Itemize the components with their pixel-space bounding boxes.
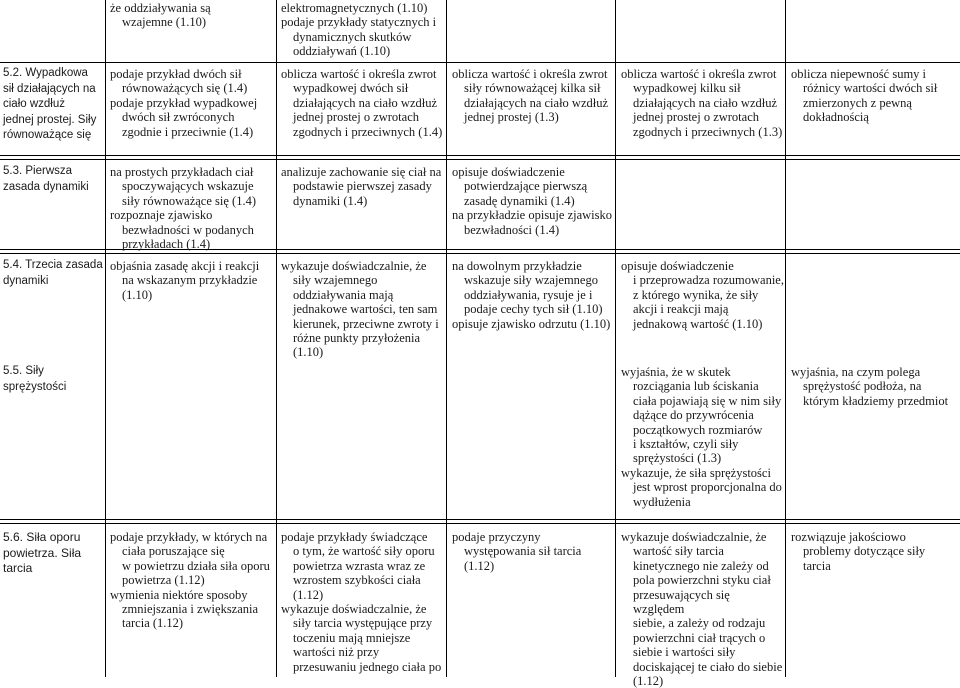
requirement-line: przesuwaniu jednego ciała po: [293, 659, 442, 674]
requirement-line: siły równoważące się (1.4): [122, 193, 256, 208]
requirement-line: objaśnia zasadę akcji i reakcji: [110, 259, 260, 273]
requirement-cell: [791, 67, 957, 125]
requirement-cell: [110, 67, 275, 139]
requirement-cell: [281, 530, 444, 674]
topic-line: dynamiki: [3, 274, 49, 287]
topic-cell: [3, 530, 104, 577]
column-divider: [446, 0, 447, 677]
requirement-line: oddziaływania mają: [293, 287, 394, 302]
requirement-line: działających na ciało wzdłuż: [464, 95, 609, 110]
requirement-line: powietrza wzrasta wraz ze: [293, 558, 426, 573]
requirement-line: akcji i reakcji mają: [633, 302, 729, 317]
requirement-line: równoważących się (1.4): [122, 81, 248, 96]
topic-line: 5.2. Wypadkowa: [3, 67, 88, 79]
requirement-line: jednakową wartość (1.10): [633, 316, 763, 331]
requirement-line: działających na ciało wzdłuż: [633, 95, 778, 110]
topic-line: 5.4. Trzecia zasada: [3, 259, 103, 271]
requirement-line: wypadkowej kilku sił: [633, 81, 741, 96]
requirement-line: różnicy wartości dwóch sił: [803, 81, 938, 96]
topic-line: sprężystości: [3, 380, 67, 393]
requirement-cell: [110, 1, 275, 30]
requirement-line: wartość siły tarcia: [633, 544, 724, 559]
requirement-line: podaje przyczyny: [452, 530, 541, 544]
requirement-line: i przeprowadza rozumowanie,: [633, 273, 784, 288]
requirement-cell: [281, 165, 444, 208]
requirement-line: przykładach (1.4): [122, 237, 211, 252]
requirement-line: podstawie pierwszej zasady: [293, 179, 432, 194]
requirement-line: dążące do przywrócenia: [633, 408, 754, 423]
requirement-line: oblicza wartość i określa zwrot: [452, 67, 608, 81]
requirement-line: dynamiki (1.4): [293, 193, 368, 208]
requirement-line: działających na ciało wzdłuż: [293, 95, 438, 110]
requirement-line: tarcia (1.12): [122, 616, 184, 631]
topic-line: 5.5. Siły: [3, 365, 44, 377]
requirement-line: jednej prostej o zwrotach: [633, 110, 759, 125]
column-divider: [615, 0, 616, 677]
requirement-line: dynamicznych skutków: [293, 29, 412, 44]
requirement-line: podaje przykłady świadczące: [281, 530, 428, 544]
topic-cell: [3, 258, 104, 289]
requirement-cell: [281, 259, 444, 360]
requirement-line: o tym, że wartość siły oporu: [293, 544, 435, 559]
requirement-line: siebie, a zależy od rodzaju: [633, 616, 766, 631]
requirement-line: rozwiązuje jakościowo: [791, 530, 906, 544]
requirement-line: siebie i wartości siły: [633, 645, 736, 660]
requirement-line: początkowych rozmiarów: [633, 422, 763, 437]
requirement-line: jednej prostej o zwrotach: [293, 110, 419, 125]
requirement-line: zgodnych i przeciwnych (1.4): [293, 124, 443, 139]
requirement-line: występowania sił tarcia (1.12): [464, 544, 582, 573]
requirement-line: którym kładziemy przedmiot: [803, 393, 949, 408]
topic-line: ciało wzdłuż: [3, 98, 65, 110]
requirement-line: bezwładności (1.4): [464, 222, 560, 237]
requirement-cell: [281, 67, 444, 139]
requirement-line: analizuje zachowanie się ciał na: [281, 165, 442, 179]
requirement-line: kinetycznego nie zależy od: [633, 558, 769, 573]
requirement-cell: [452, 67, 614, 125]
requirement-cell: [791, 530, 957, 573]
topic-line: zasada dynamiki: [3, 180, 89, 193]
requirement-cell: [452, 259, 614, 331]
requirement-line: wzrostem szybkości ciała: [293, 573, 421, 588]
requirement-line: oblicza wartość i określa zwrot: [281, 67, 437, 81]
requirement-cell: [621, 365, 784, 509]
requirement-line: zgodnie i przeciwnie (1.4): [122, 124, 254, 139]
requirement-line: oblicza wartość i określa zwrot: [621, 67, 777, 81]
requirement-line: podaje przykłady statycznych i: [281, 15, 437, 30]
requirement-line: zasadę dynamiki (1.4): [464, 193, 575, 208]
requirement-line: jednej prostej (1.3): [464, 110, 559, 125]
requirement-line: dokładnością: [803, 110, 869, 125]
requirement-line: (1.10): [293, 345, 324, 360]
requirement-line: wymienia niektóre sposoby: [110, 587, 248, 602]
column-divider: [105, 0, 106, 677]
requirement-line: wypadkowej dwóch sił: [293, 81, 409, 96]
requirement-cell: [791, 365, 957, 408]
requirement-cell: [452, 530, 614, 573]
topic-cell: [3, 66, 104, 144]
requirement-line: podaje cechy tych sił (1.10): [464, 302, 603, 317]
requirement-line: na dowolnym przykładzie: [452, 259, 582, 273]
requirement-line: różne punkty przyłożenia: [293, 331, 421, 346]
requirement-line: elektromagnetycznych (1.10): [281, 1, 428, 15]
row-divider: [0, 155, 960, 156]
requirement-line: pola powierzchni styku ciał: [633, 573, 771, 588]
requirement-line: wyjaśnia, że w skutek: [621, 365, 731, 379]
requirement-line: siły równoważącej kilka sił: [464, 81, 601, 96]
requirement-line: wykazuje doświadczalnie, że: [281, 602, 427, 617]
requirement-line: że oddziaływania są: [110, 1, 211, 15]
requirement-line: dwóch sił zwróconych: [122, 110, 235, 125]
requirement-cell: [621, 530, 784, 688]
requirement-line: rozciągania lub ściskania: [633, 379, 759, 394]
requirement-line: ciała pojawiają się w nim siły: [633, 393, 782, 408]
requirement-line: na wskazanym przykładzie: [122, 273, 258, 288]
requirement-line: tarcia: [803, 558, 831, 573]
requirement-line: opisuje doświadczenie: [621, 259, 734, 273]
requirement-cell: [110, 165, 275, 251]
requirement-line: wartości niż przy: [293, 645, 380, 660]
requirement-cell: [621, 67, 784, 139]
requirement-line: (1.12): [293, 587, 324, 602]
topic-line: 5.6. Siła oporu: [3, 530, 81, 544]
requirement-line: oddziaływania, rysuje je i: [464, 287, 593, 302]
topic-line: sił działających na: [3, 82, 96, 95]
requirement-line: oddziaływań (1.10): [293, 44, 391, 59]
requirement-line: potwierdzające pierwszą: [464, 179, 588, 194]
requirement-cell: [452, 165, 614, 237]
requirement-line: wykazuje doświadczalnie, że: [281, 259, 427, 273]
topic-cell: [3, 164, 104, 195]
requirement-line: na prostych przykładach ciał: [110, 165, 254, 179]
requirement-line: powierzchni ciał trących o: [633, 630, 766, 645]
requirement-line: przesuwających się względem: [633, 587, 730, 617]
row-divider: [0, 159, 960, 160]
requirement-line: (1.12): [633, 674, 664, 688]
row-divider: [0, 62, 960, 63]
requirement-line: zgodnych i przeciwnych (1.3): [633, 124, 783, 139]
requirement-line: wydłużenia: [633, 494, 691, 509]
topic-line: jednej prostej. Siły: [3, 113, 97, 126]
topic-cell: [3, 364, 104, 395]
requirement-line: podaje przykład dwóch sił: [110, 67, 242, 81]
requirement-line: wskazuje siły wzajemnego: [464, 273, 598, 288]
requirement-line: zmniejszania i zwiększania: [122, 602, 259, 617]
requirement-line: podaje przykłady, w których na: [110, 530, 268, 544]
requirement-line: wzajemne (1.10): [122, 15, 206, 30]
requirement-line: i kształtów, czyli siły: [633, 437, 739, 452]
requirement-line: na przykładzie opisuje zjawisko: [452, 208, 613, 223]
requirement-line: ciała poruszające się: [122, 544, 225, 559]
topic-line: 5.3. Pierwsza: [3, 165, 73, 177]
requirement-line: oblicza niepewność sumy i: [791, 67, 927, 81]
topic-line: powietrza. Siła: [3, 545, 82, 560]
requirement-line: w powietrzu działa siła oporu: [122, 558, 270, 573]
requirement-line: rozpoznaje zjawisko: [110, 208, 213, 223]
requirement-line: wyjaśnia, na czym polega: [791, 365, 921, 379]
requirement-cell: [281, 1, 444, 59]
requirement-line: sprężystość podłoża, na: [803, 379, 922, 394]
requirement-cell: [621, 259, 784, 331]
requirement-line: bezwładności w podanych: [122, 222, 254, 237]
topic-line: tarcia: [3, 561, 33, 575]
row-divider: [0, 523, 960, 524]
row-divider: [0, 253, 960, 254]
requirement-line: spoczywających wskazuje: [122, 179, 254, 194]
requirement-line: powietrza (1.12): [122, 573, 205, 588]
requirement-line: kierunek, przeciwne zwroty i: [293, 316, 439, 331]
requirement-line: wykazuje doświadczalnie, że: [621, 530, 767, 544]
requirement-cell: [110, 530, 275, 631]
requirement-line: jest wprost proporcjonalna do: [633, 480, 782, 495]
requirement-line: siły tarcia występujące przy: [293, 616, 433, 631]
column-divider: [785, 0, 786, 677]
requirement-cell: [110, 259, 275, 302]
column-divider: [276, 0, 277, 677]
requirement-line: problemy dotyczące siły: [803, 544, 926, 559]
requirement-line: dociskającej te ciało do siebie: [633, 659, 783, 674]
requirement-line: siły wzajemnego: [293, 273, 378, 288]
requirement-line: opisuje zjawisko odrzutu (1.10): [452, 316, 611, 331]
topic-line: równoważące się: [3, 129, 92, 141]
requirement-line: wykazuje, że siła sprężystości: [621, 465, 771, 480]
requirement-line: podaje przykład wypadkowej: [110, 95, 258, 110]
requirement-line: sprężystości (1.3): [633, 451, 722, 466]
requirement-line: z którego wynika, że siły: [633, 287, 759, 302]
requirement-line: toczeniu mają mniejsze: [293, 630, 411, 645]
requirement-line: jednakowe wartości, ten sam: [293, 302, 438, 317]
requirement-line: opisuje doświadczenie: [452, 165, 565, 179]
requirement-line: zmierzonych z pewną: [803, 95, 912, 110]
row-divider: [0, 519, 960, 520]
requirement-line: (1.10): [122, 287, 153, 302]
